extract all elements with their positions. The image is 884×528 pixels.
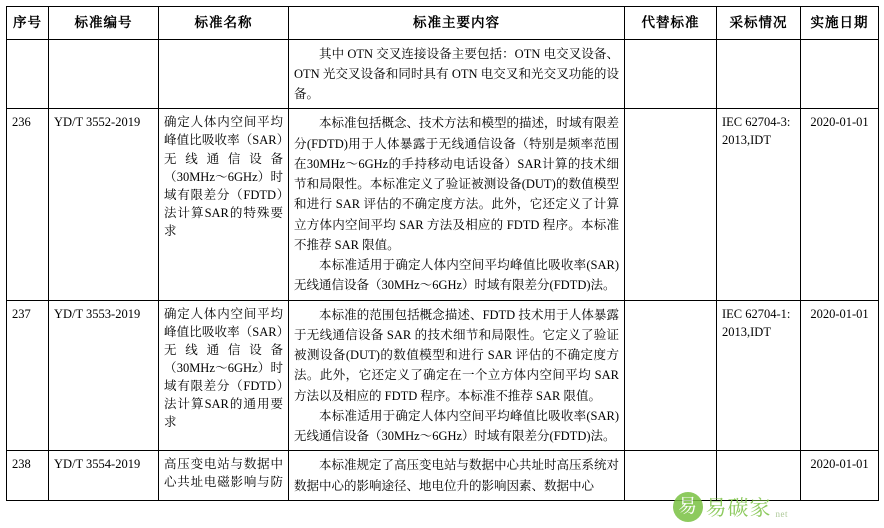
cell-name: [159, 39, 289, 109]
col-header-adopt: 采标情况: [717, 7, 801, 40]
cell-date: 2020-01-01: [801, 300, 879, 451]
content-paragraph: 本标准的范围包括概念描述、FDTD 技术用于人体暴露于无线通信设备 SAR 的技术细节和局限性。它定义了验证被测设备(DUT)的数值模型和进行 SAR 评估的不确定度方法。此外，它还定义了确定在一个立方体内空间平均 SAR 方法以及相应的 FDTD 程序。本标准不推荐 SAR 限值。: [294, 307, 619, 403]
content-paragraph: 本标准规定了高压变电站与数据中心共址时高压系统对数据中心的影响途径、地电位升的影响因素、数据中心: [294, 458, 620, 493]
content-paragraph: 本标准包括概念、技术方法和模型的描述，时域有限差分(FDTD)用于人体暴露于无线通信设备（特别是频率范围在30MHz～6GHz的手持移动电话设备）SAR计算的技术细节和局限性。本标准定义了验证被测设备(DUT)的数值模型和进行 SAR 评估的不确定度方法。此外，它还定义了计算立方体内空间平均 SAR 方法及相应的 FDTD 程序。本标准不推荐 SAR 限值。: [294, 116, 620, 252]
cell-name: [159, 300, 289, 451]
watermark-text: 易碳家: [705, 496, 772, 520]
cell-content: [289, 300, 625, 451]
cell-date: 2020-01-01: [801, 109, 879, 300]
col-header-replace: 代替标准: [625, 7, 717, 40]
cell-seq: 238: [7, 451, 49, 501]
content-paragraph: 本标准适用于确定人体内空间平均峰值比吸收率(SAR) 无线通信设备（30MHz～6GHz）时域有限差分(FDTD)法。: [294, 408, 619, 444]
table-row: [7, 109, 879, 300]
cell-adopt: IEC 62704-1:2013,IDT: [717, 300, 801, 451]
content-paragraph: 其中 OTN 交叉连接设备主要包括：OTN 电交叉设备、OTN 光交叉设备和同时具有 OTN 电交叉和光交叉功能的设备。: [294, 46, 619, 102]
cell-content: [289, 39, 625, 109]
cell-code: YD/T 3552-2019: [49, 109, 159, 300]
cell-adopt: [717, 39, 801, 109]
cell-replace: [625, 109, 717, 300]
watermark-logo-icon: 易: [673, 492, 703, 522]
table-row: [7, 451, 879, 501]
cell-replace: [625, 39, 717, 109]
watermark-subtext: net: [775, 509, 788, 519]
cell-name-text: 确定人体内空间平均峰值比吸收率（SAR）无线通信设备（30MHz～6GHz）时域有限差分（FDTD）法计算SAR的特殊要求: [164, 115, 283, 239]
col-header-seq: 序号: [7, 7, 49, 40]
cell-code: [49, 39, 159, 109]
cell-name-text: 确定人体内空间平均峰值比吸收率（SAR）无线通信设备（30MHz～6GHz）时域有限差分（FDTD）法计算SAR的通用要求: [164, 306, 283, 430]
table-row: [7, 39, 879, 109]
cell-name-text: 高压变电站与数据中心共址电磁影响与防: [164, 457, 283, 490]
standards-table: [6, 6, 879, 501]
col-header-content: 标准主要内容: [289, 7, 625, 40]
col-header-code: 标准编号: [49, 7, 159, 40]
cell-replace: [625, 300, 717, 451]
cell-code: YD/T 3553-2019: [49, 300, 159, 451]
table-header: [7, 7, 879, 40]
table-row: [7, 300, 879, 451]
cell-seq: 237: [7, 300, 49, 451]
cell-adopt: [717, 451, 801, 501]
table-header-row: [7, 7, 879, 40]
cell-content: [289, 451, 625, 501]
table-body: [7, 39, 879, 500]
col-header-date: 实施日期: [801, 7, 879, 40]
cell-replace: [625, 451, 717, 501]
cell-adopt: IEC 62704-3:2013,IDT: [717, 109, 801, 300]
content-paragraph: 本标准适用于确定人体内空间平均峰值比吸收率(SAR) 无线通信设备（30MHz～6GHz）时域有限差分(FDTD)法。: [294, 258, 619, 293]
cell-name: [159, 451, 289, 501]
cell-name: [159, 109, 289, 300]
cell-code: YD/T 3554-2019: [49, 451, 159, 501]
cell-seq: [7, 39, 49, 109]
cell-content: [289, 109, 625, 300]
col-header-name: 标准名称: [159, 7, 289, 40]
cell-date: [801, 39, 879, 109]
cell-date: 2020-01-01: [801, 451, 879, 501]
cell-seq: 236: [7, 109, 49, 300]
